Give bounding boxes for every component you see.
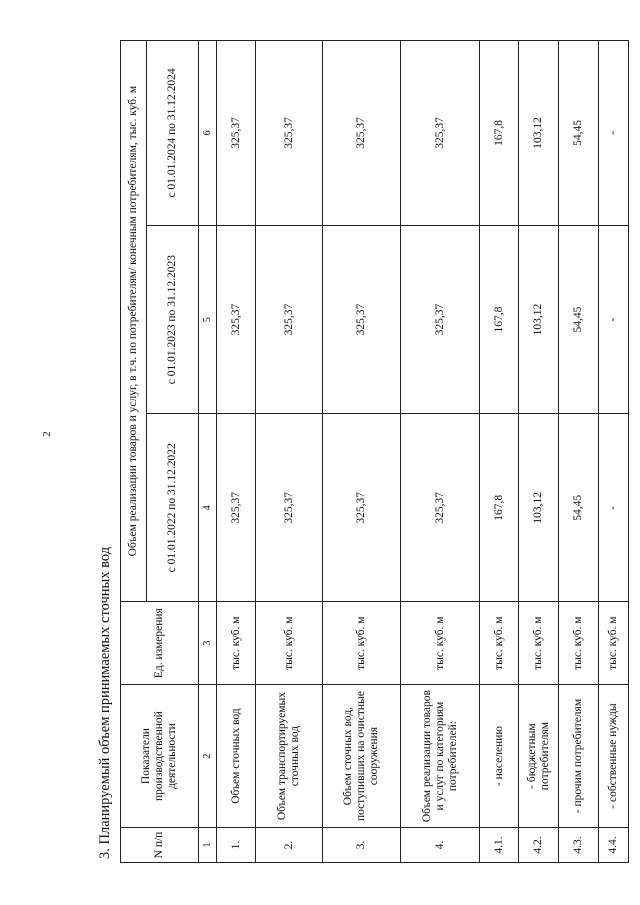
col-number: 5 bbox=[199, 225, 217, 414]
row-value-2024: 103,12 bbox=[519, 41, 559, 226]
row-value-2024: 325,37 bbox=[217, 41, 256, 226]
table-row bbox=[256, 41, 323, 863]
row-unit: тыс. куб. м bbox=[559, 602, 599, 685]
row-unit: тыс. куб. м bbox=[599, 602, 629, 685]
table-row bbox=[217, 41, 256, 863]
row-value-2022: 325,37 bbox=[256, 414, 323, 602]
table-row bbox=[559, 41, 599, 863]
row-value-2024: 167,8 bbox=[480, 41, 519, 226]
row-value-2024: 325,37 bbox=[323, 41, 401, 226]
row-indicator: - населению bbox=[480, 685, 519, 828]
row-value-2023: 325,37 bbox=[401, 225, 480, 414]
header-n: N п/п bbox=[121, 828, 199, 863]
col-number: 4 bbox=[199, 414, 217, 602]
row-value-2023: 325,37 bbox=[256, 225, 323, 414]
header-indicator: Показатели производственной деятельности bbox=[121, 685, 199, 828]
col-number: 6 bbox=[199, 41, 217, 226]
table-header-row bbox=[121, 41, 147, 863]
header-unit: Ед. измерения bbox=[121, 602, 199, 685]
row-value-2023: 325,37 bbox=[217, 225, 256, 414]
row-number: 4. bbox=[401, 828, 480, 863]
row-value-2023: 167,8 bbox=[480, 225, 519, 414]
table-row bbox=[401, 41, 480, 863]
header-period-2024: с 01.01.2024 по 31.12.2024 bbox=[147, 41, 199, 226]
wastewater-volume-table bbox=[120, 40, 629, 863]
row-indicator: - прочим потребителям bbox=[559, 685, 599, 828]
row-value-2022: 325,37 bbox=[323, 414, 401, 602]
col-number: 3 bbox=[199, 602, 217, 685]
row-indicator: Объем реализации товаров и услуг по категориям потребителей: bbox=[401, 685, 480, 828]
col-number: 1 bbox=[199, 828, 217, 863]
row-value-2023: - bbox=[599, 225, 629, 414]
rotated-page-content bbox=[90, 40, 619, 863]
row-indicator: Объем сточных вод, поступивших на очистные сооружения bbox=[323, 685, 401, 828]
row-indicator: Объем сточных вод bbox=[217, 685, 256, 828]
row-value-2024: 54,45 bbox=[559, 41, 599, 226]
row-value-2024: 325,37 bbox=[401, 41, 480, 226]
table-row bbox=[323, 41, 401, 863]
row-value-2022: 325,37 bbox=[401, 414, 480, 602]
row-value-2022: 325,37 bbox=[217, 414, 256, 602]
table-row bbox=[599, 41, 629, 863]
row-value-2024: - bbox=[599, 41, 629, 226]
row-value-2023: 103,12 bbox=[519, 225, 559, 414]
row-value-2023: 54,45 bbox=[559, 225, 599, 414]
row-unit: тыс. куб. м bbox=[323, 602, 401, 685]
page-number: 2 bbox=[40, 431, 53, 437]
row-number: 3. bbox=[323, 828, 401, 863]
row-number: 1. bbox=[217, 828, 256, 863]
row-unit: тыс. куб. м bbox=[401, 602, 480, 685]
col-number: 2 bbox=[199, 685, 217, 828]
row-unit: тыс. куб. м bbox=[256, 602, 323, 685]
row-indicator: - собственные нужды bbox=[599, 685, 629, 828]
row-value-2022: 103,12 bbox=[519, 414, 559, 602]
section-title: 3. Планируемый объем принимаемых сточных вод bbox=[97, 546, 113, 859]
row-value-2024: 325,37 bbox=[256, 41, 323, 226]
row-number: 4.4. bbox=[599, 828, 629, 863]
row-value-2022: - bbox=[599, 414, 629, 602]
column-number-row bbox=[199, 41, 217, 863]
row-indicator: - бюджетным потребителям bbox=[519, 685, 559, 828]
row-value-2022: 54,45 bbox=[559, 414, 599, 602]
row-unit: тыс. куб. м bbox=[519, 602, 559, 685]
table-row bbox=[519, 41, 559, 863]
row-value-2022: 167,8 bbox=[480, 414, 519, 602]
row-number: 4.1. bbox=[480, 828, 519, 863]
row-number: 4.3. bbox=[559, 828, 599, 863]
row-indicator: Объем транспортируемых сточных вод bbox=[256, 685, 323, 828]
header-period-2023: с 01.01.2023 по 31.12.2023 bbox=[147, 225, 199, 414]
row-number: 4.2. bbox=[519, 828, 559, 863]
row-number: 2. bbox=[256, 828, 323, 863]
row-value-2023: 325,37 bbox=[323, 225, 401, 414]
row-unit: тыс. куб. м bbox=[217, 602, 256, 685]
header-period-2022: с 01.01.2022 по 31.12.2022 bbox=[147, 414, 199, 602]
header-volume-group: Объем реализации товаров и услуг, в т.ч. по потребителям/ конечным потребителям, тыс. куб. м bbox=[121, 41, 147, 602]
row-unit: тыс. куб. м bbox=[480, 602, 519, 685]
table-row bbox=[480, 41, 519, 863]
